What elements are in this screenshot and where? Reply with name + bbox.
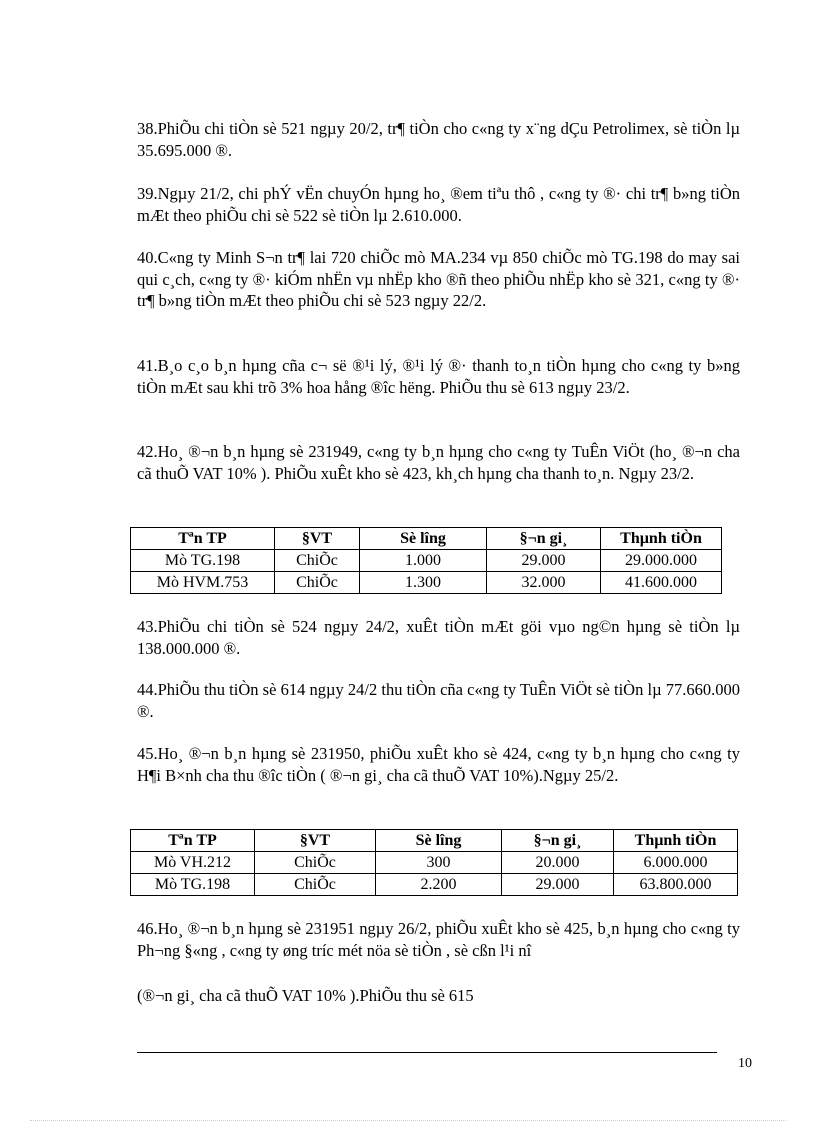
paragraph-40: 40.C«ng ty Minh S¬n tr¶ lai 720 chiÕc mò MA.234 vµ 850 chiÕc mò TG.198 do may sai qui c¸ch, c«ng ty ®· kiÓm nhËn vµ nhËp kho ®ñ theo phiÕu nhËp kho sè 321, c«ng ty ®· tr¶ b»ng tiÒn mÆt theo phiÕu chi sè 523 ngµy 22/2. [137, 248, 740, 310]
table-row [131, 572, 722, 594]
col-header-product: Tªn TP [131, 528, 275, 550]
col-header-amount: Thµnh tiÒn [614, 830, 738, 852]
cell-product: Mò HVM.753 [131, 572, 275, 594]
footer-divider [137, 1052, 717, 1053]
table-header-row [131, 528, 722, 550]
cell-quantity: 1.000 [360, 550, 487, 572]
cell-quantity: 1.300 [360, 572, 487, 594]
cell-unit-price: 29.000 [487, 550, 601, 572]
cell-amount: 63.800.000 [614, 874, 738, 896]
paragraph-45: 45.Ho¸ ®¬n b¸n hµng sè 231950, phiÕu xuÊt kho sè 424, c«ng ty b¸n hµng cho c«ng ty H¶i B×nh cha thu ®îc tiÒn ( ®¬n gi¸ cha cã thuÕ VAT 10%).Ngµy 25/2. [137, 744, 740, 785]
cell-unit-price: 32.000 [487, 572, 601, 594]
paragraph-38: 38.PhiÕu chi tiÒn sè 521 ngµy 20/2, tr¶ tiÒn cho c«ng ty x¨ng dÇu Petrolimex, sè tiÒn lµ 35.695.000 ®. [137, 119, 740, 160]
paragraph-43: 43.PhiÕu chi tiÒn sè 524 ngµy 24/2, xuÊt tiÒn mÆt göi vµo ng©n hµng sè tiÒn lµ 138.000.000 ®. [137, 617, 740, 658]
col-header-unit-price: §¬n gi¸ [487, 528, 601, 550]
sales-table-1 [130, 527, 722, 594]
col-header-amount: Thµnh tiÒn [601, 528, 722, 550]
cell-unit-price: 29.000 [502, 874, 614, 896]
cell-unit: ChiÕc [255, 874, 376, 896]
cell-unit: ChiÕc [255, 852, 376, 874]
cell-quantity: 2.200 [376, 874, 502, 896]
col-header-product: Tªn TP [131, 830, 255, 852]
table-row [131, 852, 738, 874]
page-bottom-border [30, 1120, 786, 1121]
cell-unit: ChiÕc [275, 550, 360, 572]
paragraph-42: 42.Ho¸ ®¬n b¸n hµng sè 231949, c«ng ty b¸n hµng cho c«ng ty TuÊn ViÖt (ho¸ ®¬n cha cã thuÕ VAT 10% ). PhiÕu xuÊt kho sè 423, kh¸ch hµng cha thanh to¸n. Ngµy 23/2. [137, 442, 740, 483]
cell-amount: 6.000.000 [614, 852, 738, 874]
col-header-unit: §VT [275, 528, 360, 550]
col-header-unit: §VT [255, 830, 376, 852]
cell-amount: 29.000.000 [601, 550, 722, 572]
cell-unit-price: 20.000 [502, 852, 614, 874]
paragraph-46: 46.Ho¸ ®¬n b¸n hµng sè 231951 ngµy 26/2, phiÕu xuÊt kho sè 425, b¸n hµng cho c«ng ty Ph¬ng §«ng , c«ng ty øng tríc mét nöa sè tiÒn , sè cßn l¹i nî [137, 919, 740, 960]
cell-amount: 41.600.000 [601, 572, 722, 594]
page-number: 10 [738, 1056, 752, 1071]
paragraph-44: 44.PhiÕu thu tiÒn sè 614 ngµy 24/2 thu tiÒn cña c«ng ty TuÊn ViÖt sè tiÒn lµ 77.660.000 ®. [137, 680, 740, 721]
cell-product: Mò TG.198 [131, 550, 275, 572]
sales-table-2 [130, 829, 738, 896]
table-row [131, 550, 722, 572]
col-header-unit-price: §¬n gi¸ [502, 830, 614, 852]
cell-quantity: 300 [376, 852, 502, 874]
cell-product: Mò TG.198 [131, 874, 255, 896]
col-header-quantity: Sè lîng [360, 528, 487, 550]
cell-product: Mò VH.212 [131, 852, 255, 874]
paragraph-39: 39.Ngµy 21/2, chi phÝ vËn chuyÓn hµng ho¸ ®em tiªu thô , c«ng ty ®· chi tr¶ b»ng tiÒn mÆt theo phiÕu chi sè 522 sè tiÒn lµ 2.610.000. [137, 184, 740, 225]
cell-unit: ChiÕc [275, 572, 360, 594]
paragraph-46-continued: (®¬n gi¸ cha cã thuÕ VAT 10% ).PhiÕu thu sè 615 [137, 986, 474, 1005]
table-row [131, 874, 738, 896]
paragraph-41: 41.B¸o c¸o b¸n hµng cña c¬ së ®¹i lý, ®¹i lý ®· thanh to¸n tiÒn hµng cho c«ng ty b»ng tiÒn mÆt sau khi trõ 3% hoa hång ®îc hëng. PhiÕu thu sè 613 ngµy 23/2. [137, 356, 740, 397]
table-header-row [131, 830, 738, 852]
col-header-quantity: Sè lîng [376, 830, 502, 852]
